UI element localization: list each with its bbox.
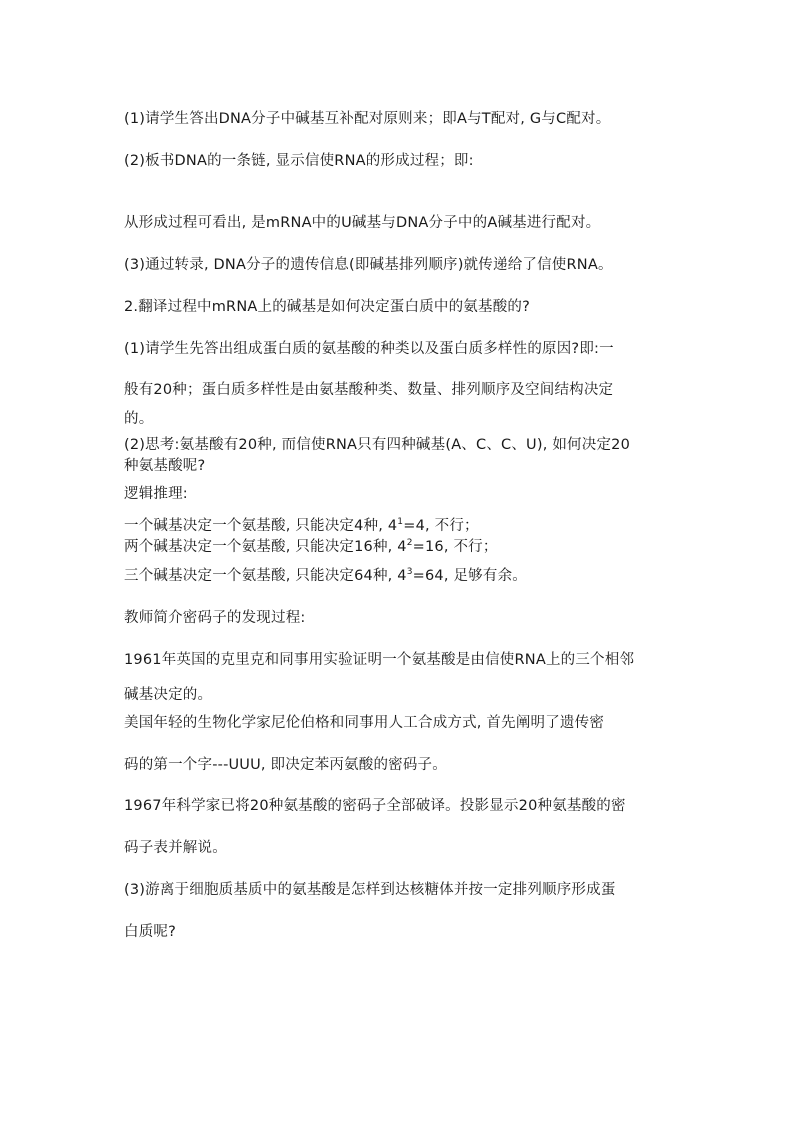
paragraph-line: (3)通过转录, DNA分子的遗传信息(即碱基排列顺序)就传递给了信使RNA。 bbox=[124, 257, 613, 273]
paragraph-line: 的。 bbox=[124, 411, 154, 427]
reasoning-line: 一个碱基决定一个氨基酸, 只能决定4种, $4^1=4$, 不行； bbox=[124, 517, 479, 534]
paragraph-line: 碱基决定的。 bbox=[124, 687, 213, 703]
paragraph-line: 从形成过程可看出, 是mRNA中的U碱基与DNA分子中的A碱基进行配对。 bbox=[124, 215, 601, 231]
paragraph-line: (3)游离于细胞质基质中的氨基酸是怎样到达核糖体并按一定排列顺序形成蛋 bbox=[124, 882, 616, 898]
paragraph-line: (2)板书DNA的一条链, 显示信使RNA的形成过程；即: bbox=[124, 153, 474, 169]
section-heading: 2.翻译过程中mRNA上的碱基是如何决定蛋白质中的氨基酸的? bbox=[124, 299, 530, 315]
paragraph-line: (1)请学生先答出组成蛋白质的氨基酸的种类以及蛋白质多样性的原因?即:一 bbox=[124, 341, 614, 357]
paragraph-line: 美国年轻的生物化学家尼伦伯格和同事用人工合成方式, 首先阐明了遗传密 bbox=[124, 715, 605, 731]
paragraph-line: 1967年科学家已将20种氨基酸的密码子全部破译。投影显示20种氨基酸的密 bbox=[124, 798, 626, 814]
paragraph-line: 码的第一个字---UUU, 即决定苯丙氨酸的密码子。 bbox=[124, 757, 447, 773]
paragraph-line: 种氨基酸呢? bbox=[124, 458, 206, 474]
paragraph-line: 逻辑推理: bbox=[124, 486, 188, 502]
paragraph-line: (2)思考:氨基酸有20种, 而信使RNA只有四种碱基(A、C、C、U), 如何决定20 bbox=[124, 437, 630, 453]
reasoning-line: 两个碱基决定一个氨基酸, 只能决定16种, $4^2=16$, 不行； bbox=[124, 538, 498, 555]
reasoning-line: 三个碱基决定一个氨基酸, 只能决定64种, $4^3=64$, 足够有余。 bbox=[124, 567, 527, 584]
paragraph-line: 白质呢? bbox=[124, 924, 176, 940]
paragraph-line: 1961年英国的克里克和同事用实验证明一个氨基酸是由信使RNA上的三个相邻 bbox=[124, 652, 635, 668]
paragraph-line: 教师简介密码子的发现过程: bbox=[124, 610, 306, 626]
paragraph-line: 般有20种；蛋白质多样性是由氨基酸种类、数量、排列顺序及空间结构决定 bbox=[124, 382, 614, 398]
paragraph-line: 码子表并解说。 bbox=[124, 840, 227, 856]
paragraph-line: (1)请学生答出DNA分子中碱基互补配对原则来；即A与T配对, G与C配对。 bbox=[124, 111, 611, 127]
